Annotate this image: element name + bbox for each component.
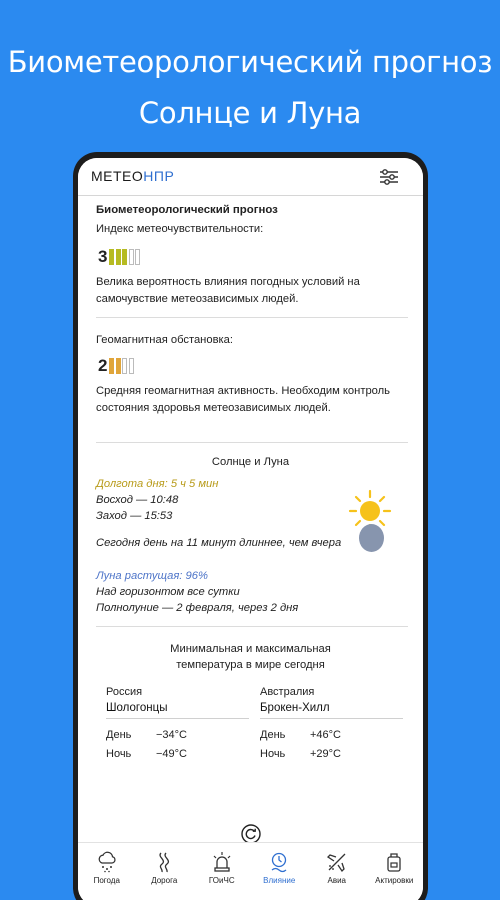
geomag-bar [109,358,114,374]
divider [96,442,408,443]
sensitivity-index [98,247,142,267]
sunrise-time: Восход — 10:48 [96,494,179,506]
nav-label-influence: Влияние [263,876,296,885]
app-screen [78,158,423,900]
siren-icon [211,851,233,873]
nav-label-road: Дорога [151,876,178,885]
influence-icon [268,851,290,873]
nav-label-weather: Погода [93,876,120,885]
sensitivity-bar [109,249,114,265]
road-icon [153,851,175,873]
max-city: Брокен-Хилл [260,700,403,719]
sensitivity-value: 3 [98,247,108,266]
plane-icon [326,851,348,873]
sunset-time: Заход — 15:53 [96,510,173,522]
geomag-index [98,356,135,376]
moon-visibility: Над горизонтом все сутки [96,586,240,598]
min-night-value: −49°С [156,748,188,760]
sensitivity-bar [129,249,134,265]
sunmoon-title: Солнце и Луна [211,456,290,468]
sensitivity-bar [135,249,140,265]
geomag-bar [122,358,127,374]
backpack-icon [383,851,405,873]
nav-item-influence[interactable] [251,843,309,900]
day-note: Сегодня день на 11 минут длиннее, чем вчера [96,537,342,549]
day-length: Долгота дня: 5 ч 5 мин [96,478,219,490]
temps-title-line2: температура в мире сегодня [176,659,325,671]
min-temp-block [106,684,249,762]
max-country: Австралия [260,686,315,698]
divider [96,317,408,318]
geomag-value: 2 [98,356,108,375]
min-day-value: −34°С [156,729,188,741]
moon-icon [359,524,384,552]
app-logo [91,168,174,184]
nav-label-avia: Авиа [327,876,346,885]
promo-headline-line2: Солнце и Луна [138,96,362,130]
geomag-bars [109,358,135,374]
logo-meteo: МЕТЕО [91,168,144,184]
max-day-value: +46°С [310,729,342,741]
moon-phase: Луна растущая: 96% [96,570,208,582]
nav-label-aktirovki: Актировки [375,876,414,885]
sensitivity-bar [122,249,127,265]
nav-label-goichs: ГОиЧС [208,876,235,885]
min-night-label: Ночь [106,748,132,760]
logo-npr: НПР [143,168,175,184]
max-day-label: День [260,729,286,741]
nav-item-aktirovki[interactable] [366,843,424,900]
nav-item-goichs[interactable] [193,843,251,900]
bottom-nav [78,842,423,900]
sensitivity-text: Велика вероятность влияния погодных условий на самочувствие метеозависимых людей. [96,276,360,305]
geomag-label: Геомагнитная обстановка: [96,334,233,346]
main-content [78,196,423,836]
phone-frame [73,152,428,900]
geomag-text: Средняя геомагнитная активность. Необходим контроль состояния здоровья метеозависимых людей. [96,385,390,414]
min-country: Россия [106,686,143,698]
geomag-bar [129,358,134,374]
divider [96,626,408,627]
sensitivity-bars [109,249,142,265]
nav-item-road[interactable] [136,843,194,900]
weather-icon [96,851,118,873]
sensitivity-label: Индекс метеочувствительности: [96,223,264,235]
nav-item-weather[interactable] [78,843,136,900]
max-temp-block [260,684,403,762]
full-moon-date: Полнолуние — 2 февраля, через 2 дня [96,602,299,614]
min-day-label: День [106,729,132,741]
nav-item-avia[interactable] [308,843,366,900]
biomet-title: Биометеорологический прогноз [96,204,278,216]
max-night-value: +29°С [310,748,342,760]
sliders-icon[interactable] [379,167,399,187]
min-city: Шологонцы [106,700,249,719]
app-header [78,158,423,196]
temps-title-line1: Минимальная и максимальная [170,643,331,655]
geomag-bar [116,358,121,374]
sensitivity-bar [116,249,121,265]
max-night-label: Ночь [260,748,286,760]
promo-headline-line1: Биометеорологический прогноз [7,45,493,79]
